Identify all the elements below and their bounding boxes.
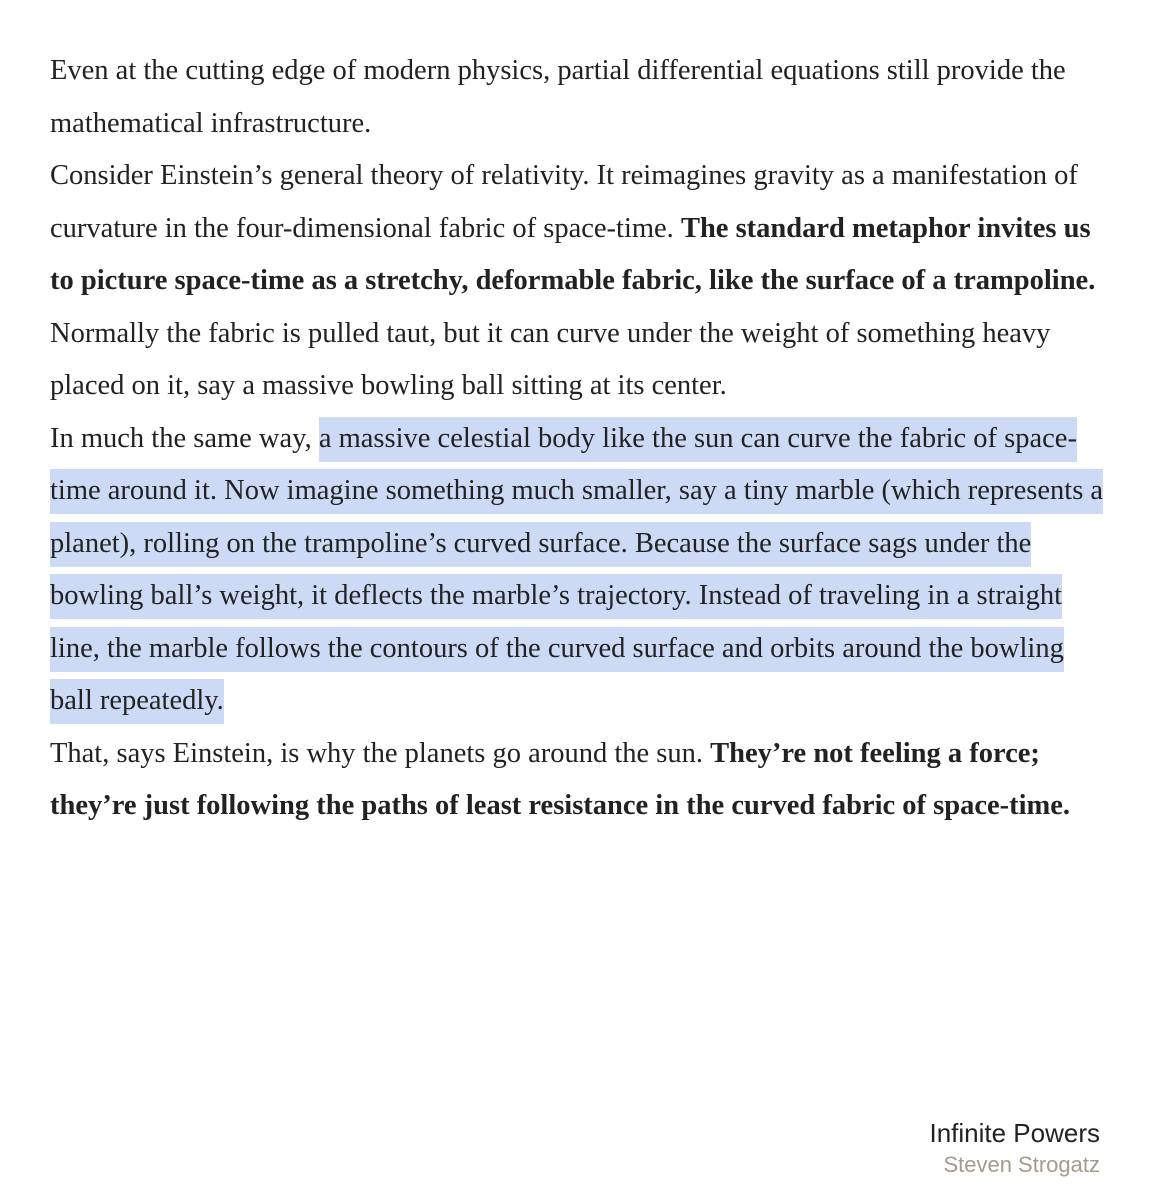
paragraph-3-text: In much the same way, bbox=[50, 422, 319, 454]
paragraph-2-text: Consider Einstein’s general theory of relativity. It reimagines gravity as a manifestation of curvature in the four-dimensional fabric of space-time. bbox=[50, 160, 1078, 244]
book-title: Infinite Powers bbox=[929, 1118, 1100, 1148]
paragraph-3 bbox=[50, 413, 1110, 728]
highlighted-selection[interactable]: a massive celestial body like the sun can curve the fabric of space-time around it. Now imagine something much smaller, say a tiny marble (which represents a planet), rolling on the trampoline’s curved surface. Because the surface sags under the bowling ball’s weight, it deflects the marble’s trajectory. Instead of traveling in a straight line, the marble follows the contours of the curved surface and orbits around the bowling ball repeatedly. bbox=[50, 417, 1103, 725]
excerpt-body bbox=[50, 45, 1110, 833]
paragraph-4 bbox=[50, 728, 1110, 833]
paragraph-2-end-text: Normally the fabric is pulled taut, but it can curve under the weight of something heavy placed on it, say a massive bowling ball sitting at its center. bbox=[50, 317, 1051, 401]
paragraph-2-bold-text: The standard metaphor invites us to picture space-time as a stretchy, deformable fabric, like the surface of a trampoline. bbox=[50, 212, 1096, 296]
author-name: Steven Strogatz bbox=[943, 1152, 1100, 1177]
source-attribution bbox=[929, 1116, 1100, 1180]
paragraph-4-text: That, says Einstein, is why the planets go around the sun. bbox=[50, 737, 711, 769]
paragraph-1 bbox=[50, 45, 1110, 150]
paragraph-1-text: Even at the cutting edge of modern physics, partial differential equations still provide the mathematical infrastructure. bbox=[50, 55, 1066, 139]
paragraph-2 bbox=[50, 150, 1110, 413]
paragraph-4-bold-text: They’re not feeling a force; they’re just following the paths of least resistance in the curved fabric of space-time. bbox=[50, 737, 1071, 821]
